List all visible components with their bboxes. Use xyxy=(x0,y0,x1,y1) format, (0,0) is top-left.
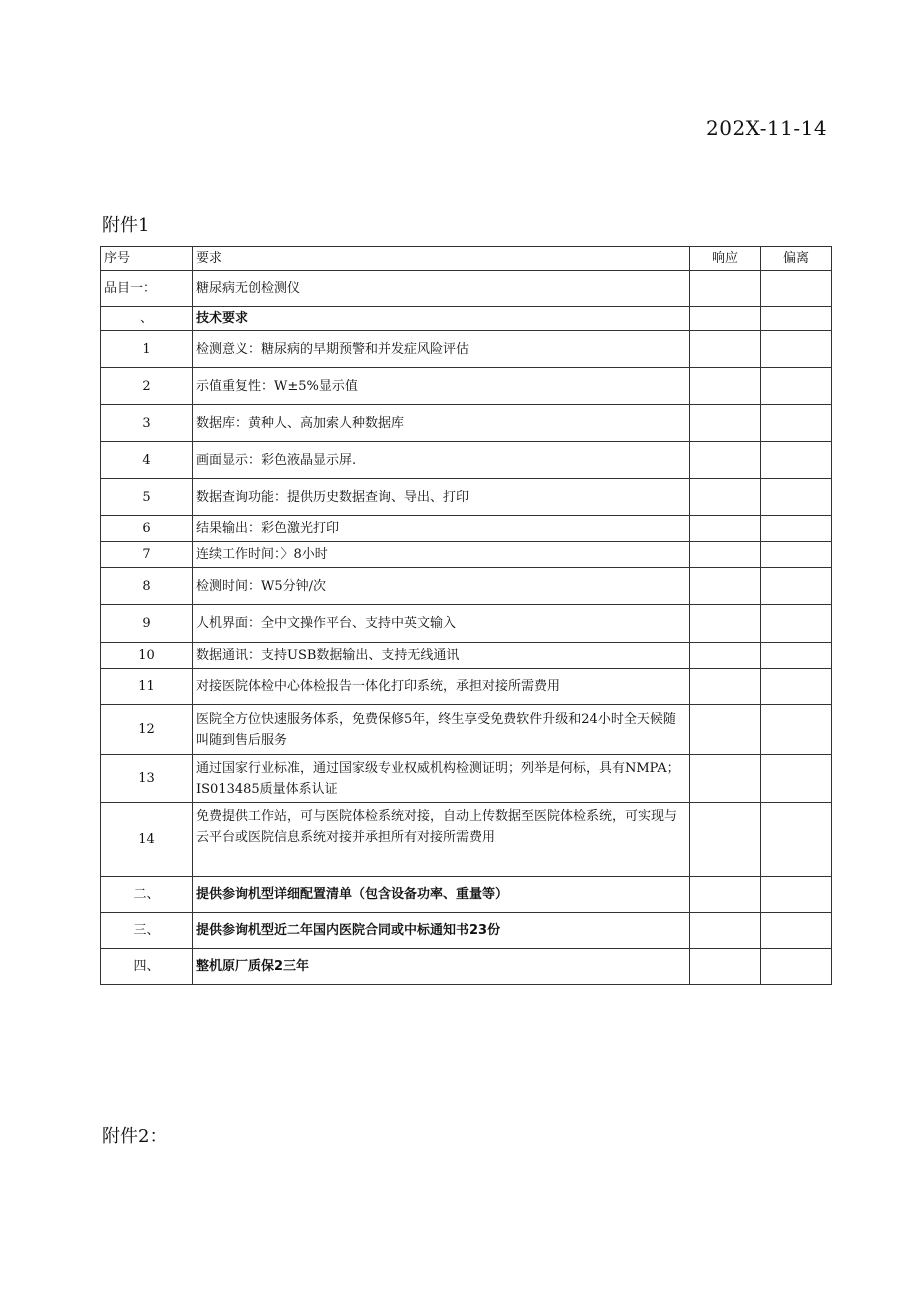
response-cell xyxy=(690,705,761,755)
deviation-cell xyxy=(761,368,832,405)
row-requirement: 示值重复性：W±5%显示值 xyxy=(193,368,690,405)
tech-section-title: 技术要求 xyxy=(193,307,690,331)
deviation-cell xyxy=(761,803,832,877)
section-text: 整机原厂质保2三年 xyxy=(193,949,690,985)
row-number: 14 xyxy=(101,803,193,877)
row-requirement: 免费提供工作站，可与医院体检系统对接，自动上传数据至医院体检系统，可实现与云平台或医院信息系统对接并承担所有对接所需费用 xyxy=(193,803,690,877)
table-row xyxy=(101,669,832,705)
tech-section-row xyxy=(101,307,832,331)
response-cell xyxy=(690,405,761,442)
row-requirement: 医院全方位快速服务体系，免费保修5年，终生享受免费软件升级和24小时全天候随叫随到售后服务 xyxy=(193,705,690,755)
table-row xyxy=(101,803,832,877)
response-cell xyxy=(690,442,761,479)
response-cell xyxy=(690,755,761,803)
row-requirement: 结果输出：彩色激光打印 xyxy=(193,516,690,542)
deviation-cell xyxy=(761,442,832,479)
row-number: 2 xyxy=(101,368,193,405)
row-number: 3 xyxy=(101,405,193,442)
table-row xyxy=(101,643,832,669)
item-row xyxy=(101,271,832,307)
section-row xyxy=(101,949,832,985)
deviation-cell xyxy=(761,479,832,516)
deviation-cell xyxy=(761,331,832,368)
row-number: 13 xyxy=(101,755,193,803)
deviation-cell xyxy=(761,542,832,568)
deviation-cell xyxy=(761,949,832,985)
row-requirement: 检测意义：糖尿病的早期预警和并发症风险评估 xyxy=(193,331,690,368)
deviation-cell xyxy=(761,669,832,705)
deviation-cell xyxy=(761,568,832,605)
section-row xyxy=(101,913,832,949)
response-cell xyxy=(690,479,761,516)
deviation-cell xyxy=(761,913,832,949)
deviation-cell xyxy=(761,405,832,442)
response-cell xyxy=(690,542,761,568)
row-requirement: 连续工作时间：〉8小时 xyxy=(193,542,690,568)
deviation-cell xyxy=(761,643,832,669)
row-requirement: 数据通讯：支持USB数据输出、支持无线通讯 xyxy=(193,643,690,669)
table-row xyxy=(101,568,832,605)
document-date: 202X-11-14 xyxy=(706,116,828,140)
header-requirement: 要求 xyxy=(193,247,690,271)
response-cell xyxy=(690,516,761,542)
section-row xyxy=(101,877,832,913)
deviation-cell xyxy=(761,516,832,542)
deviation-cell xyxy=(761,877,832,913)
item-name: 糖尿病无创检测仪 xyxy=(193,271,690,307)
table-row xyxy=(101,479,832,516)
row-requirement: 检测时间：W5分钟/次 xyxy=(193,568,690,605)
response-cell xyxy=(690,331,761,368)
response-cell xyxy=(690,643,761,669)
table-row xyxy=(101,542,832,568)
row-number: 7 xyxy=(101,542,193,568)
row-number: 12 xyxy=(101,705,193,755)
response-cell xyxy=(690,803,761,877)
row-requirement: 数据查询功能：提供历史数据查询、导出、打印 xyxy=(193,479,690,516)
header-seq: 序号 xyxy=(101,247,193,271)
response-cell xyxy=(690,877,761,913)
table-row xyxy=(101,755,832,803)
response-cell xyxy=(690,307,761,331)
attachment-1-title: 附件1 xyxy=(102,215,150,236)
row-number: 5 xyxy=(101,479,193,516)
section-text: 提供参询机型详细配置清单（包含设备功率、重量等） xyxy=(193,877,690,913)
table-row xyxy=(101,368,832,405)
row-number: 8 xyxy=(101,568,193,605)
deviation-cell xyxy=(761,605,832,643)
table-row xyxy=(101,516,832,542)
response-cell xyxy=(690,913,761,949)
deviation-cell xyxy=(761,307,832,331)
section-number: 二、 xyxy=(101,877,193,913)
table-header-row xyxy=(101,247,832,271)
section-text: 提供参询机型近二年国内医院合同或中标通知书23份 xyxy=(193,913,690,949)
row-requirement: 人机界面：全中文操作平台、支持中英文输入 xyxy=(193,605,690,643)
row-requirement: 对接医院体检中心体检报告一体化打印系统，承担对接所需费用 xyxy=(193,669,690,705)
section-number: 三、 xyxy=(101,913,193,949)
row-number: 1 xyxy=(101,331,193,368)
row-requirement: 数据库：黄种人、高加索人种数据库 xyxy=(193,405,690,442)
section-number: 四、 xyxy=(101,949,193,985)
deviation-cell xyxy=(761,271,832,307)
deviation-cell xyxy=(761,755,832,803)
table-row xyxy=(101,605,832,643)
response-cell xyxy=(690,605,761,643)
row-number: 4 xyxy=(101,442,193,479)
row-number: 10 xyxy=(101,643,193,669)
requirements-table xyxy=(100,246,832,985)
row-number: 6 xyxy=(101,516,193,542)
item-label: 品目一： xyxy=(101,271,193,307)
header-deviation: 偏离 xyxy=(761,247,832,271)
deviation-cell xyxy=(761,705,832,755)
tech-section-mark: 、 xyxy=(101,307,193,331)
row-number: 9 xyxy=(101,605,193,643)
response-cell xyxy=(690,669,761,705)
attachment-2-title: 附件2： xyxy=(102,1126,168,1147)
response-cell xyxy=(690,271,761,307)
response-cell xyxy=(690,368,761,405)
row-number: 11 xyxy=(101,669,193,705)
table-row xyxy=(101,705,832,755)
row-requirement: 通过国家行业标准，通过国家级专业权威机构检测证明；列举是何标，具有NMPA；IS013485质量体系认证 xyxy=(193,755,690,803)
header-response: 响应 xyxy=(690,247,761,271)
row-requirement: 画面显示：彩色液晶显示屏. xyxy=(193,442,690,479)
table-row xyxy=(101,331,832,368)
response-cell xyxy=(690,568,761,605)
table-row xyxy=(101,442,832,479)
table-row xyxy=(101,405,832,442)
response-cell xyxy=(690,949,761,985)
